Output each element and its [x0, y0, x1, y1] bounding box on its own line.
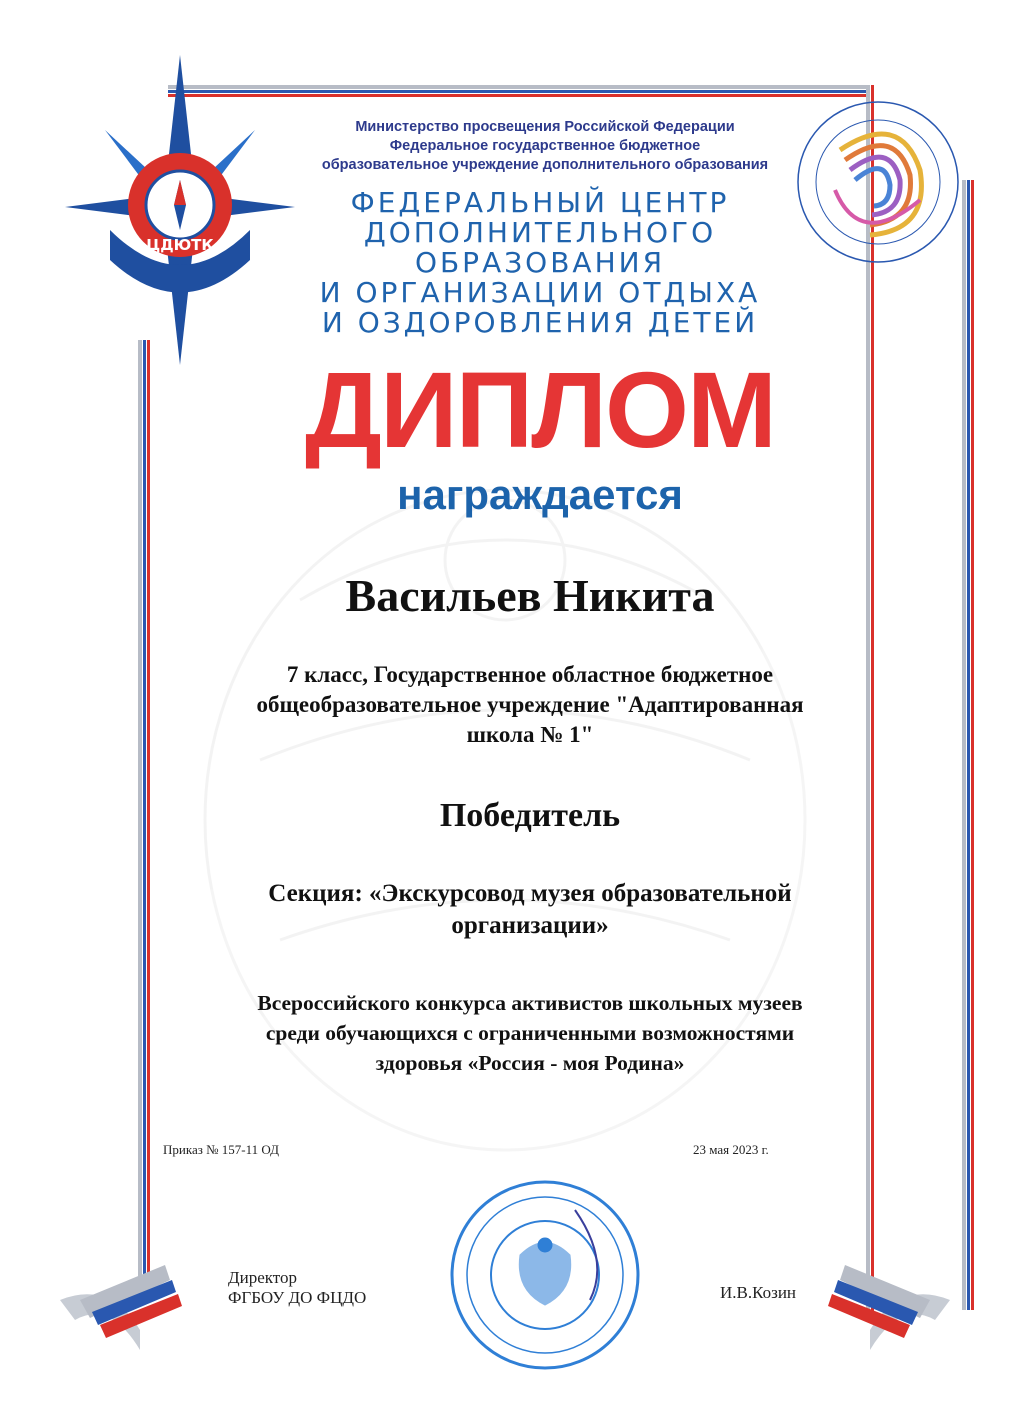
- school-line: общеобразовательное учреждение "Адаптированная: [256, 692, 804, 717]
- ribbon-right: [828, 1265, 950, 1350]
- center-name-line: ОБРАЗОВАНИЯ: [414, 246, 666, 279]
- contest-line: Всероссийского конкурса активистов школьных музеев: [257, 991, 803, 1015]
- awarded-label: награждается: [397, 471, 683, 518]
- director-line: ФГБОУ ДО ФЦДО: [228, 1288, 367, 1307]
- signer-name: И.В.Козин: [720, 1283, 797, 1302]
- ministry-line: образовательное учреждение дополнительного образования: [321, 157, 769, 173]
- contest-line: здоровья «Россия - моя Родина»: [375, 1051, 685, 1075]
- director-line: Директор: [228, 1268, 297, 1287]
- school-info: [180, 660, 880, 750]
- ministry-header: [295, 118, 795, 175]
- recipient-name: Васильев Никита: [345, 570, 715, 621]
- director-title: [228, 1268, 366, 1308]
- contest-line: среди обучающихся с ограниченными возможностями: [265, 1021, 795, 1045]
- compass-logo-label: ЦДЮТК: [146, 236, 214, 254]
- center-name-line: И ОЗДОРОВЛЕНИЯ ДЕТЕЙ: [321, 306, 759, 339]
- section-line: организации»: [451, 912, 609, 939]
- ribbon-left: [60, 1265, 182, 1350]
- contest-name: [160, 988, 900, 1078]
- center-name-line: И ОРГАНИЗАЦИИ ОТДЫХА: [319, 276, 761, 309]
- section-line: Секция: «Экскурсовод музея образовательной: [268, 880, 792, 907]
- compass-logo: [65, 55, 295, 365]
- place-title: Победитель: [439, 797, 621, 834]
- center-name: [280, 188, 800, 338]
- ministry-line: Федеральное государственное бюджетное: [389, 138, 701, 154]
- school-line: 7 класс, Государственное областное бюджетное: [286, 662, 774, 687]
- center-name-line: ФЕДЕРАЛЬНЫЙ ЦЕНТР: [350, 186, 730, 219]
- ministry-line: Министерство просвещения Российской Федерации: [355, 119, 735, 135]
- diploma-title: ДИПЛОМ: [305, 349, 775, 470]
- order-number: Приказ № 157-11 ОД: [163, 1142, 279, 1157]
- official-stamp: [452, 1182, 638, 1368]
- school-line: школа № 1": [466, 722, 594, 747]
- center-logo-rings: [798, 102, 958, 262]
- center-name-line: ДОПОЛНИТЕЛЬНОГО: [363, 216, 717, 249]
- section-name: [180, 878, 880, 942]
- issue-date: 23 мая 2023 г.: [693, 1142, 769, 1157]
